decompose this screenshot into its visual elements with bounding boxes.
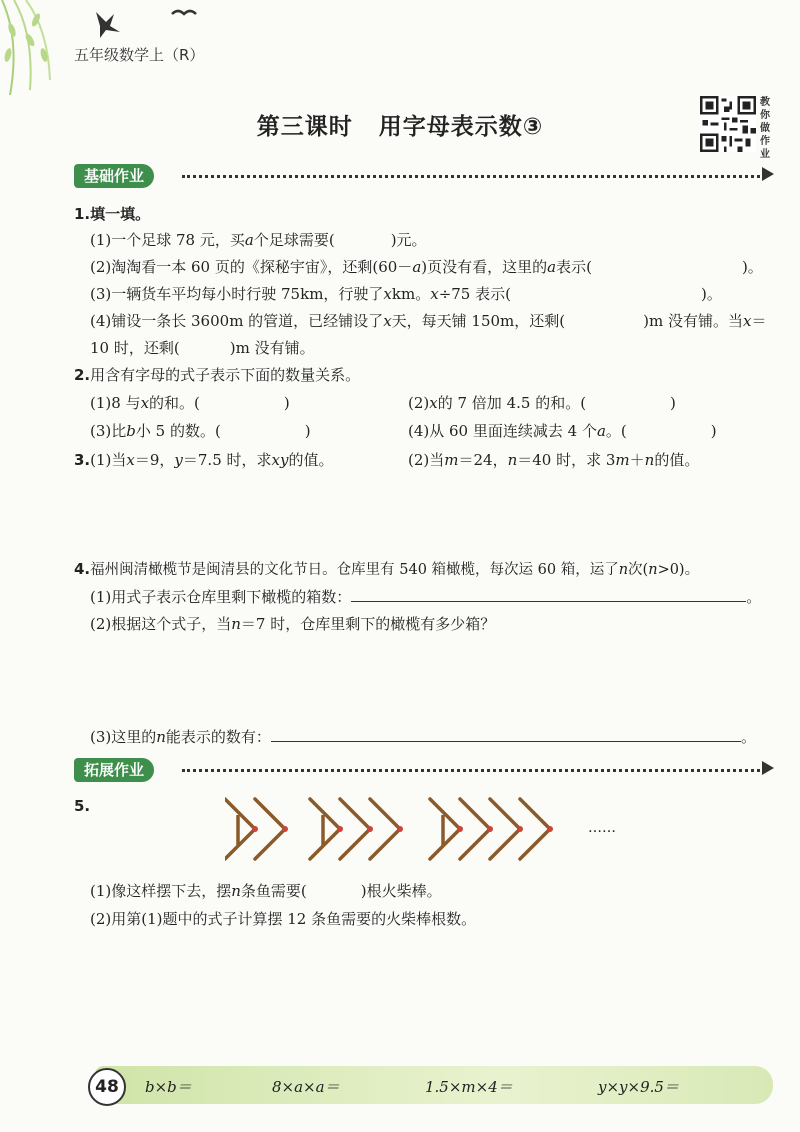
footer-expression-1: b×b＝ [145, 1078, 192, 1096]
question-5-number: 5. [74, 797, 91, 815]
q5-item-1: (1)像这样摆下去，摆n条鱼需要( )根火柴棒。 [90, 882, 442, 900]
q1-item-3: (3)一辆货车平均每小时行驶 75km，行驶了xkm。x÷75 表示( )。 [90, 285, 722, 303]
fish-2-icon [310, 799, 403, 859]
q4-item-2: (2)根据这个式子，当n＝7 时，仓库里剩下的橄榄有多少箱？ [90, 615, 496, 633]
question-number: 1. [74, 205, 91, 223]
continuation-dots: …… [588, 820, 616, 836]
footer-expression-3: 1.5×m×4＝ [425, 1078, 513, 1096]
footer-expression-2: 8×a×a＝ [272, 1078, 340, 1096]
bird-icon [172, 11, 196, 14]
q2-item-3: (3)比b小 5 的数。( ) [90, 422, 311, 440]
dotted-divider [182, 769, 760, 772]
answer-line[interactable] [271, 727, 741, 742]
dotted-divider [182, 175, 760, 178]
q1-item-1: (1)一个足球 78 元，买a个足球需要( )元。 [90, 231, 427, 249]
section-header-extend [74, 758, 774, 784]
question-heading: 填一填。 [90, 205, 151, 223]
swallow-icon [96, 12, 120, 38]
q2-item-1: (1)8 与x的和。( ) [90, 394, 290, 412]
question-4-title: 4.福州闽清橄榄节是闽清县的文化节日。仓库里有 540 箱橄榄，每次运 60 箱，运了n次(n>0)。 [74, 560, 700, 578]
answer-line[interactable] [351, 587, 746, 602]
q3-item-1: 3.(1)当x＝9，y＝7.5 时，求xy的值。 [74, 451, 334, 469]
matchstick-fish-figure [225, 795, 595, 875]
qr-code-icon[interactable] [700, 96, 756, 152]
qr-caption: 教你做作业 [760, 97, 770, 160]
arrow-right-icon [762, 761, 774, 775]
q4-item-1: (1)用式子表示仓库里剩下橄榄的箱数： 。 [90, 588, 762, 606]
q4-item-3: (3)这里的n能表示的数有： 。 [90, 728, 756, 746]
section-label: 拓展作业 [74, 758, 154, 782]
question-1-title [74, 203, 150, 224]
page-title [0, 108, 800, 141]
grade-label: 五年级数学上（R） [74, 46, 205, 64]
section-label: 基础作业 [74, 164, 154, 188]
fish-1-icon [225, 799, 288, 859]
q2-item-4: (4)从 60 里面连续减去 4 个a。( ) [408, 422, 717, 440]
arrow-right-icon [762, 167, 774, 181]
page-number: 48 [88, 1068, 126, 1106]
q3-item-2: (2)当m＝24，n＝40 时，求 3m＋n的值。 [408, 451, 700, 469]
section-header-basic [74, 164, 774, 190]
q5-item-2: (2)用第(1)题中的式子计算摆 12 条鱼需要的火柴棒根数。 [90, 910, 477, 928]
q1-item-4-cont: 10 时，还剩( )m 没有铺。 [90, 339, 315, 357]
fish-3-icon [430, 799, 553, 859]
lesson-number: 第三课时 [256, 114, 353, 140]
q2-item-2: (2)x的 7 倍加 4.5 的和。( ) [408, 394, 676, 412]
q1-item-2: (2)淘淘看一本 60 页的《探秘宇宙》，还剩(60－a)页没有看，这里的a表示( )。 [90, 258, 763, 276]
question-2-title: 2.用含有字母的式子表示下面的数量关系。 [74, 366, 361, 384]
footer-expression-4: y×y×9.5＝ [598, 1078, 679, 1096]
q1-item-4: (4)铺设一条长 3600m 的管道，已经铺设了x天，每天铺 150m，还剩( )m 没有铺。当x＝ [90, 312, 767, 330]
lesson-topic: 用字母表示数③ [378, 114, 544, 140]
